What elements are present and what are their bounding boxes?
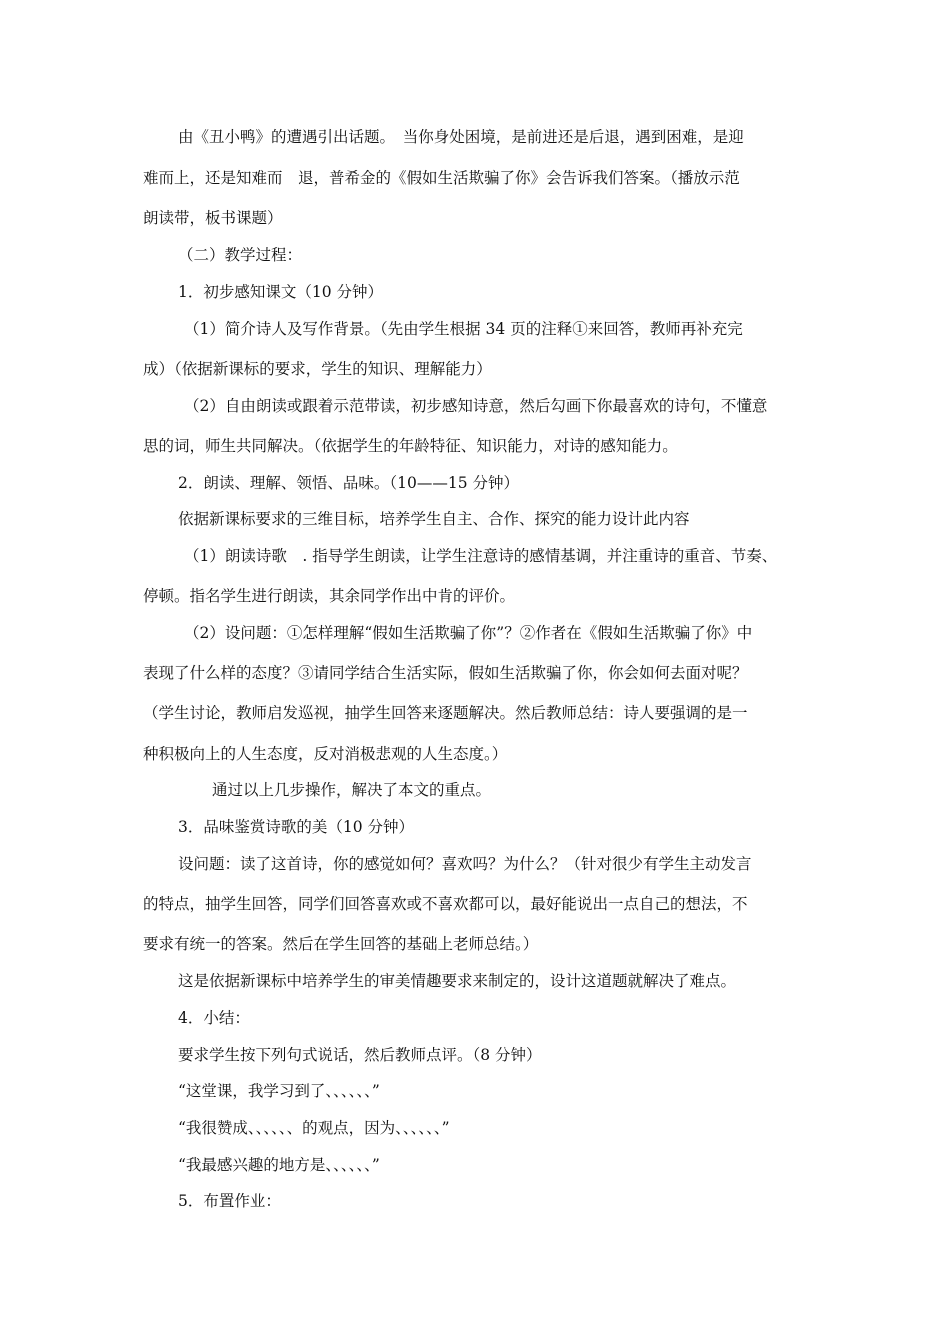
text-line: （1）朗读诗歌 . 指导学生朗读，让学生注意诗的感情基调，并注重诗的重音、节奏、 — [184, 547, 778, 565]
text-line: 成）（依据新课标的要求，学生的知识、理解能力） — [143, 360, 492, 378]
text-line: 依据新课标要求的三维目标，培养学生自主、合作、探究的能力设计此内容 — [178, 510, 690, 528]
text-line: 通过以上几步操作，解决了本文的重点。 — [212, 781, 492, 799]
text-line: （1）简介诗人及写作背景。（先由学生根据 34 页的注释①来回答，教师再补充完 — [184, 320, 743, 338]
text-line: 停顿。指名学生进行朗读，其余同学作出中肯的评价。 — [143, 587, 516, 605]
step-heading: 4．小结： — [178, 1009, 250, 1027]
text-line: （2）设问题：①怎样理解“假如生活欺骗了你”？②作者在《假如生活欺骗了你》中 — [184, 624, 753, 642]
text-line: 难而上，还是知难而 退，普希金的《假如生活欺骗了你》会告诉我们答案。（播放示范 — [143, 169, 740, 187]
sentence-pattern: “我很赞成、、、、、、的观点，因为、、、、、、” — [178, 1119, 450, 1137]
text-line: 朗读带，板书课题） — [143, 209, 283, 227]
text-line: 设问题：读了这首诗，你的感觉如何？喜欢吗？为什么？（针对很少有学生主动发言 — [178, 855, 752, 873]
text-line: 这是依据新课标中培养学生的审美情趣要求来制定的，设计这道题就解决了难点。 — [178, 972, 737, 990]
text-line: （学生讨论，教师启发巡视，抽学生回答来逐题解决。然后教师总结：诗人要强调的是一 — [143, 704, 748, 722]
step-heading: 5．布置作业： — [178, 1192, 281, 1210]
sentence-pattern: “我最感兴趣的地方是、、、、、、” — [178, 1156, 380, 1174]
text-line: 的特点，抽学生回答，同学们回答喜欢或不喜欢都可以，最好能说出一点自己的想法，不 — [143, 895, 748, 913]
step-heading: 1．初步感知课文（10 分钟） — [178, 283, 384, 301]
text-line: 种积极向上的人生态度，反对消极悲观的人生态度。） — [143, 745, 508, 763]
text-line: 由《丑小鸭》的遭遇引出话题。 当你身处困境，是前进还是后退，遇到困难，是迎 — [178, 128, 744, 146]
text-line: 思的词，师生共同解决。（依据学生的年龄特征、知识能力，对诗的感知能力。 — [143, 437, 678, 455]
section-heading: （二）教学过程： — [178, 246, 303, 264]
sentence-pattern: “这堂课，我学习到了、、、、、、” — [178, 1082, 380, 1100]
text-line: 要求学生按下列句式说话，然后教师点评。（8 分钟） — [178, 1046, 542, 1064]
text-line: （2）自由朗读或跟着示范带读，初步感知诗意，然后勾画下你最喜欢的诗句，不懂意 — [184, 397, 768, 415]
step-heading: 2．朗读、理解、领悟、品味。（10——15 分钟） — [178, 474, 519, 492]
text-line: 表现了什么样的态度？③请同学结合生活实际，假如生活欺骗了你，你会如何去面对呢？ — [143, 664, 748, 682]
step-heading: 3．品味鉴赏诗歌的美（10 分钟） — [178, 818, 415, 836]
text-line: 要求有统一的答案。然后在学生回答的基础上老师总结。） — [143, 935, 539, 953]
